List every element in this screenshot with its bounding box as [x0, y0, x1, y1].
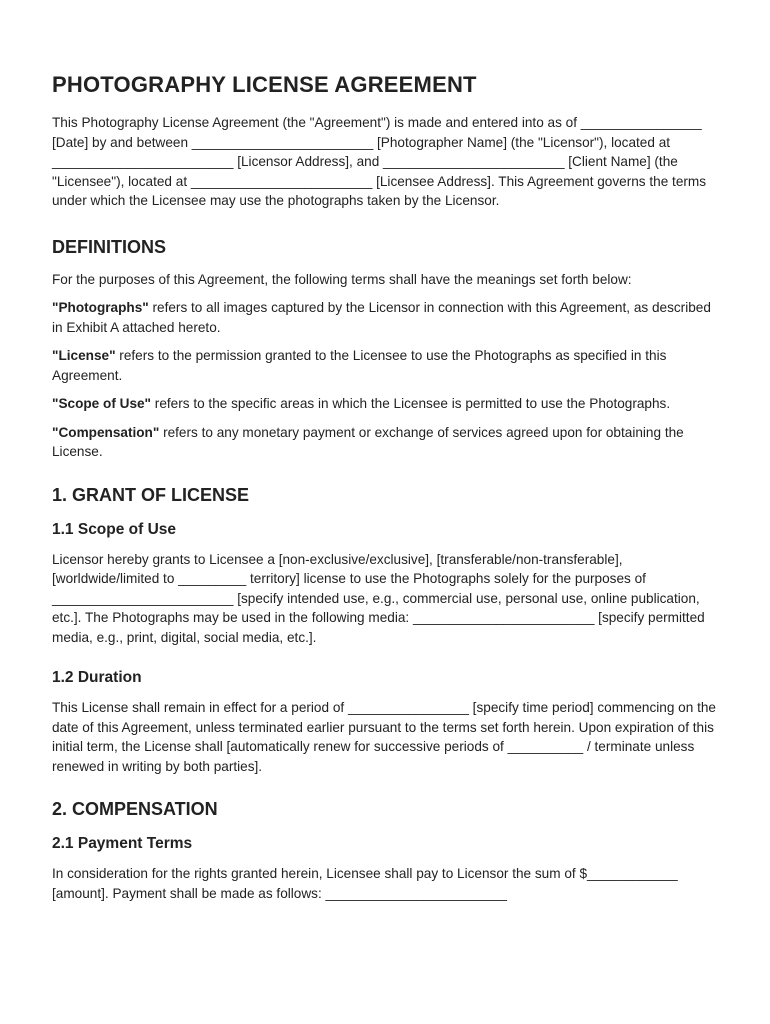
subsection-1-2-heading: 1.2 Duration [52, 669, 142, 686]
definition-term: "Photographs" [52, 300, 149, 315]
subsection-2-1-heading: 2.1 Payment Terms [52, 835, 193, 852]
definition-term: "Compensation" [52, 424, 160, 440]
document-title: PHOTOGRAPHY LICENSE AGREEMENT [52, 72, 477, 97]
subsection-1-1-text: Licensor hereby grants to Licensee a [non-exclusive/exclusive], [transferable/non-transferable], [worldwide/limited to _________ territory] license to use the Photographs solely for the purposes of ________________________ [specify intended use, e.g., commercial use, personal use, online publication, etc.]. The Photographs may be used in the following media: ________________________ [specify permitted media, e.g., print, digital, social media, etc.]. [52, 551, 705, 645]
definition-compensation [52, 423, 720, 462]
definition-term: "License" [52, 348, 116, 363]
definition-license [52, 346, 720, 385]
definitions-lead: For the purposes of this Agreement, the following terms shall have the meanings set forth below: [52, 271, 632, 287]
subsection-1-1-heading: 1.1 Scope of Use [52, 520, 177, 538]
section-2-heading: 2. COMPENSATION [52, 799, 218, 819]
definition-term: "Scope of Use" [52, 396, 152, 411]
intro-paragraph: This Photography License Agreement (the "Agreement") is made and entered into as of ________________ [Date] by and between ________________________ [Photographer Name] (the "Licensor"), located at ________________________ [Licensor Address], and ________________________ [Client Name] (the "Licensee"), located at ________________________ [Licensee Address]. This Agreement governs the terms under which the Licensee may use the photographs taken by the Licensor. [52, 115, 707, 208]
subsection-1-2-text: This License shall remain in effect for a period of ________________ [specify time period] commencing on the date of this Agreement, unless terminated earlier pursuant to the terms set forth herein. Upon expiration of this initial term, the License shall [automatically renew for successive periods of __________ / terminate unless renewed in writing by both parties]. [52, 700, 716, 774]
document-page [52, 70, 720, 903]
definition-text: refers to the permission granted to the Licensee to use the Photographs as specified in this Agreement. [52, 348, 667, 383]
section-1-heading: 1. GRANT OF LICENSE [52, 484, 250, 505]
definition-text: refers to any monetary payment or exchange of services agreed upon for obtaining the License. [52, 424, 684, 459]
definitions-heading: DEFINITIONS [52, 236, 167, 257]
definition-text: refers to the specific areas in which the Licensee is permitted to use the Photographs. [151, 396, 671, 411]
definition-photographs [52, 298, 720, 337]
subsection-2-1-text: In consideration for the rights granted herein, Licensee shall pay to Licensor the sum of $____________ [amount]. Payment shall be made as follows: ________________________ [52, 866, 678, 901]
definition-scope-of-use [52, 394, 720, 414]
definition-text: refers to all images captured by the Licensor in connection with this Agreement, as described in Exhibit A attached hereto. [52, 300, 711, 335]
